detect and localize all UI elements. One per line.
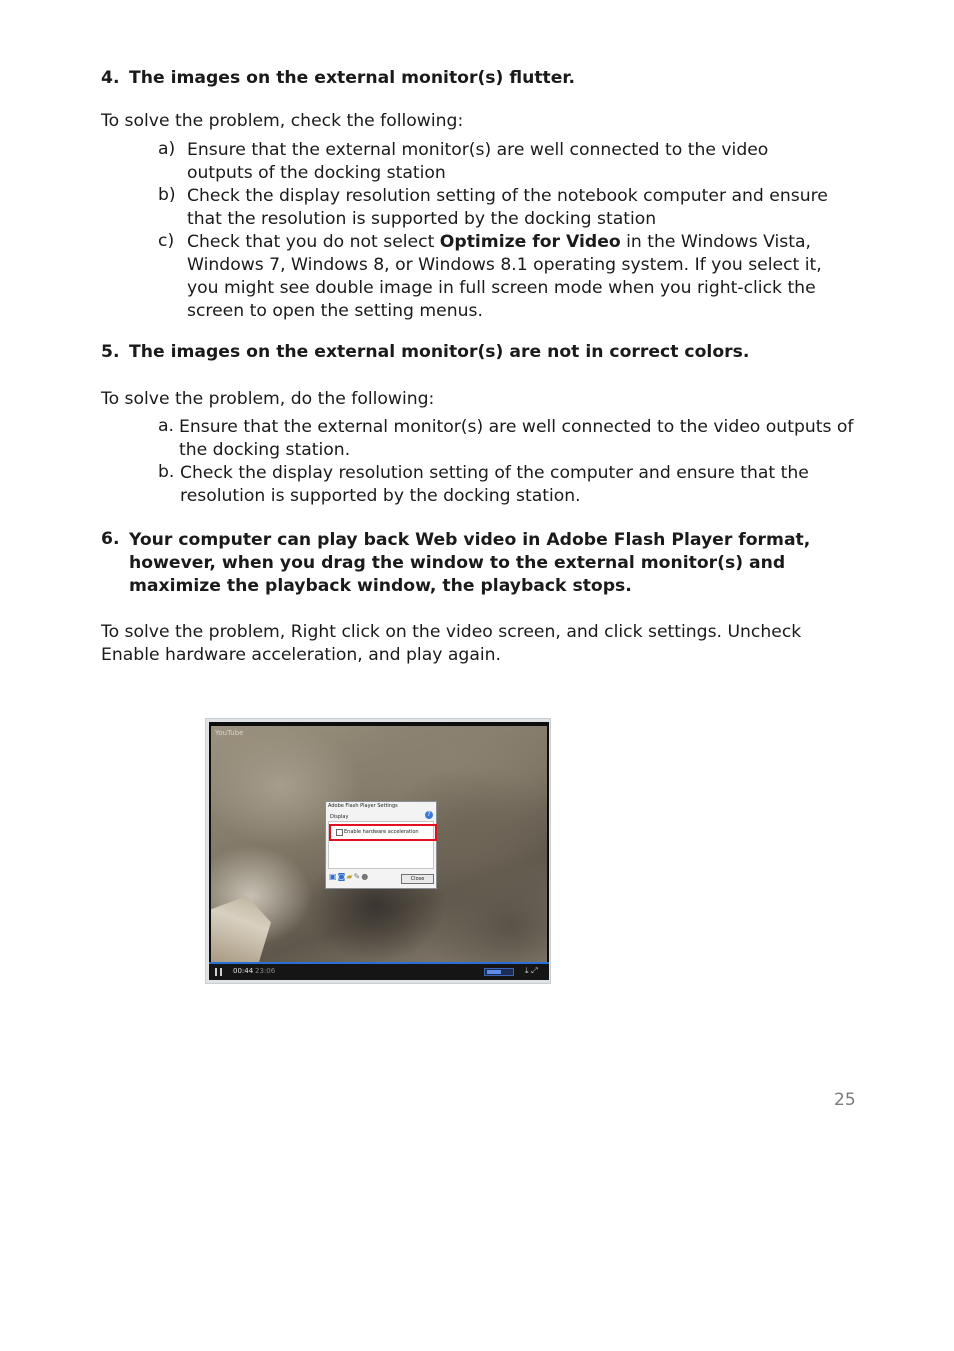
camera-tab-icon[interactable]: ●: [361, 872, 370, 881]
section-5-item-b-text: Check the display resolution setting of the computer and ensure that the resolution is supported by the docking station.: [180, 463, 809, 506]
pause-icon[interactable]: [215, 968, 223, 976]
section-5-item-a-text: Ensure that the external monitor(s) are well connected to the video outputs of the docking station.: [179, 417, 854, 460]
section-6-number: 6.: [101, 529, 120, 549]
total-time: 23:06: [255, 967, 276, 975]
section-6-heading: Your computer can play back Web video in Adobe Flash Player format, however, when you drag the window to the external monitor(s) and maximize the playback window, the playback stops.: [129, 530, 811, 596]
storage-tab-icon[interactable]: ▰: [346, 872, 354, 881]
item-c-text-after: in the Windows Vista, Windows 7, Windows 8, or Windows 8.1 operating system. If you select it, you might see double image in full screen mode when you right-click the screen to open the setting menus.: [187, 232, 822, 321]
optimize-for-video-label: Optimize for Video: [439, 232, 621, 252]
close-button[interactable]: Close: [401, 874, 434, 884]
dialog-title: Adobe Flash Player Settings: [328, 803, 398, 809]
page-number: 25: [834, 1090, 856, 1110]
privacy-tab-icon[interactable]: ◙: [337, 872, 347, 881]
section-5-number: 5.: [101, 342, 120, 362]
current-time: 00:44: [233, 967, 254, 975]
section-4-item-c-text: [187, 231, 847, 323]
dialog-panel: [328, 821, 434, 869]
section-5-item-b-marker: b.: [158, 462, 175, 482]
video-watermark: YouTube: [215, 729, 244, 737]
section-5-heading: The images on the external monitor(s) are not in correct colors.: [129, 342, 750, 362]
dialog-section-display: Display: [330, 814, 349, 820]
video-player: [209, 722, 549, 980]
display-tab-icon[interactable]: ▣: [329, 872, 338, 881]
microphone-tab-icon[interactable]: ✎: [353, 872, 362, 881]
section-6-body: To solve the problem, Right click on the video screen, and click settings. Uncheck Enable hardware acceleration, and play again.: [101, 622, 802, 665]
section-4-item-b-marker: b): [158, 185, 176, 205]
section-5-item-a-marker: a.: [158, 416, 174, 436]
hardware-acceleration-label: Enable hardware acceleration: [344, 829, 419, 835]
section-4-item-a-text: Ensure that the external monitor(s) are well connected to the video outputs of the docking station: [187, 140, 769, 183]
flash-settings-screenshot: [205, 718, 551, 984]
fullscreen-icon[interactable]: ⤓ ⤢: [525, 966, 538, 975]
section-4-item-b-text: Check the display resolution setting of the notebook computer and ensure that the resolution is supported by the docking station: [187, 186, 828, 229]
video-frame: [211, 726, 547, 962]
section-5-intro: To solve the problem, do the following:: [101, 389, 435, 409]
flash-settings-dialog: [325, 801, 437, 889]
section-4-intro: To solve the problem, check the following:: [101, 111, 464, 131]
section-4-number: 4.: [101, 68, 120, 88]
volume-slider[interactable]: [484, 968, 514, 976]
volume-fill: [487, 970, 501, 974]
video-frame-rubble: [211, 896, 271, 962]
item-c-text-before: Check that you do not select: [187, 232, 440, 252]
help-icon[interactable]: ?: [425, 811, 433, 819]
section-4-item-a-marker: a): [158, 139, 176, 159]
section-4-heading: The images on the external monitor(s) flutter.: [129, 68, 575, 88]
hardware-acceleration-checkbox[interactable]: [336, 829, 343, 836]
dialog-tab-icons: [329, 872, 369, 881]
section-4-item-c-marker: c): [158, 231, 175, 251]
player-controls: [209, 964, 549, 980]
